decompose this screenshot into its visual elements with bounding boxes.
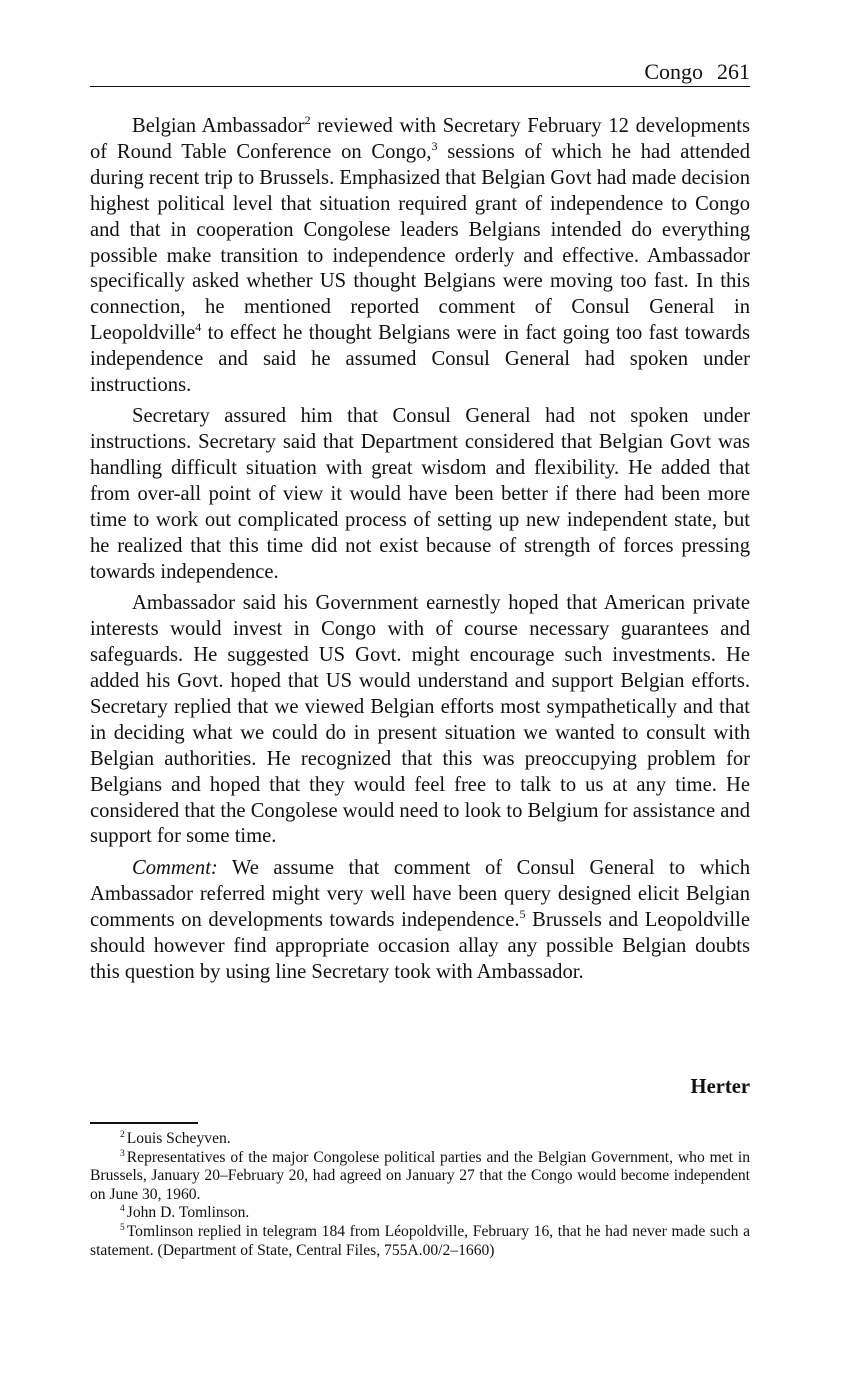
- signature: Herter: [690, 1076, 750, 1098]
- paragraph-2: Secretary assured him that Consul General had not spoken under instructions. Secretary said that Department considered that Belgian Govt was handling difficult situation with great wisdom and flexibility. He added that from over-all point of view it would have been better if there had been more time to work out complicated process of setting up new independent state, but he realized that this time did not exist because of strength of forces pressing towards independence.: [90, 405, 750, 583]
- footnote: [90, 1204, 750, 1223]
- comment-text-a: We assume that comment of Consul General to which Ambassador referred might very well have been query designed elicit Belgian comments on developments towards independence.: [90, 856, 750, 931]
- paragraph-1: [90, 114, 750, 399]
- comment-label: Comment:: [132, 856, 218, 879]
- footnote-text: John D. Tomlinson.: [126, 1204, 250, 1222]
- footnote-text: Tomlinson replied in telegram 184 from Léopoldville, February 16, that he had never made such a statement. (Department of State, Central Files, 755A.00/2–1660): [90, 1222, 750, 1259]
- footnote-ref-2: 2: [304, 113, 311, 127]
- footnote-number: 2: [120, 1130, 125, 1140]
- paragraph-1-text-a: Belgian Ambassador: [132, 115, 305, 137]
- footnote: [90, 1223, 750, 1260]
- footnote-text: Representatives of the major Congolese political parties and the Belgian Government, who met in Brussels, January 20–February 20, had agreed on January 27 that the Congo would become independent on June 30, 1960.: [90, 1148, 750, 1203]
- footnote-text: Louis Scheyven.: [126, 1130, 231, 1147]
- paragraph-1-text-b: reviewed with Secretary February 12 developments of Round Table Conference on Congo,: [90, 115, 750, 163]
- paragraph-1-text-c: sessions of which he had attended during recent trip to Brussels. Emphasized that Belgian Govt had made decision highest political level that situation required grant of independence to Congo and that in cooperation Congolese leaders Belgians intended do everything possible make transition to independence orderly and effective. Ambassador specifically asked whether US thought Belgians were moving too fast. In this connection, he mentioned reported comment of Consul General in Leopoldville: [90, 140, 750, 345]
- footnote-number: 4: [120, 1204, 125, 1215]
- document-body: [90, 114, 750, 991]
- comment-text-b: Brussels and Leopoldville should however find appropriate occasion allay any possible Belgian doubts this question by using line Secretary took with Ambassador.: [90, 908, 750, 983]
- paragraph-3: Ambassador said his Government earnestly hoped that American private interests would invest in Congo with of course necessary guarantees and safeguards. He suggested US Govt. might encourage such investments. He added his Govt. hoped that US would understand and support Belgian efforts. Secretary replied that we viewed Belgian efforts most sympathetically and that in deciding what we could do in present situation we wanted to consult with Belgian authorities. He recognized that this was preoccupying problem for Belgians and hoped that they would feel free to talk to us at any time. He considered that the Congolese would need to look to Belgium for assistance and support for some time.: [90, 592, 750, 848]
- footnote-ref-3: 3: [431, 138, 438, 153]
- footnote-divider: [90, 1122, 198, 1124]
- page-number: 261: [717, 59, 750, 84]
- footnote-number: 5: [120, 1222, 125, 1233]
- paragraph-comment: [90, 856, 750, 986]
- running-header: [90, 58, 750, 87]
- footnote: [90, 1130, 750, 1149]
- header-title: Congo: [644, 59, 703, 84]
- paragraph-1-text-d: to effect he thought Belgians were in fact going too fast towards independence and said he assumed Consul General had spoken under instructions.: [90, 322, 750, 397]
- footnote-ref-4: 4: [195, 320, 202, 335]
- footnotes: [90, 1130, 750, 1260]
- footnote: [90, 1149, 750, 1205]
- footnote-ref-5: 5: [519, 906, 526, 921]
- footnote-number: 3: [120, 1148, 125, 1159]
